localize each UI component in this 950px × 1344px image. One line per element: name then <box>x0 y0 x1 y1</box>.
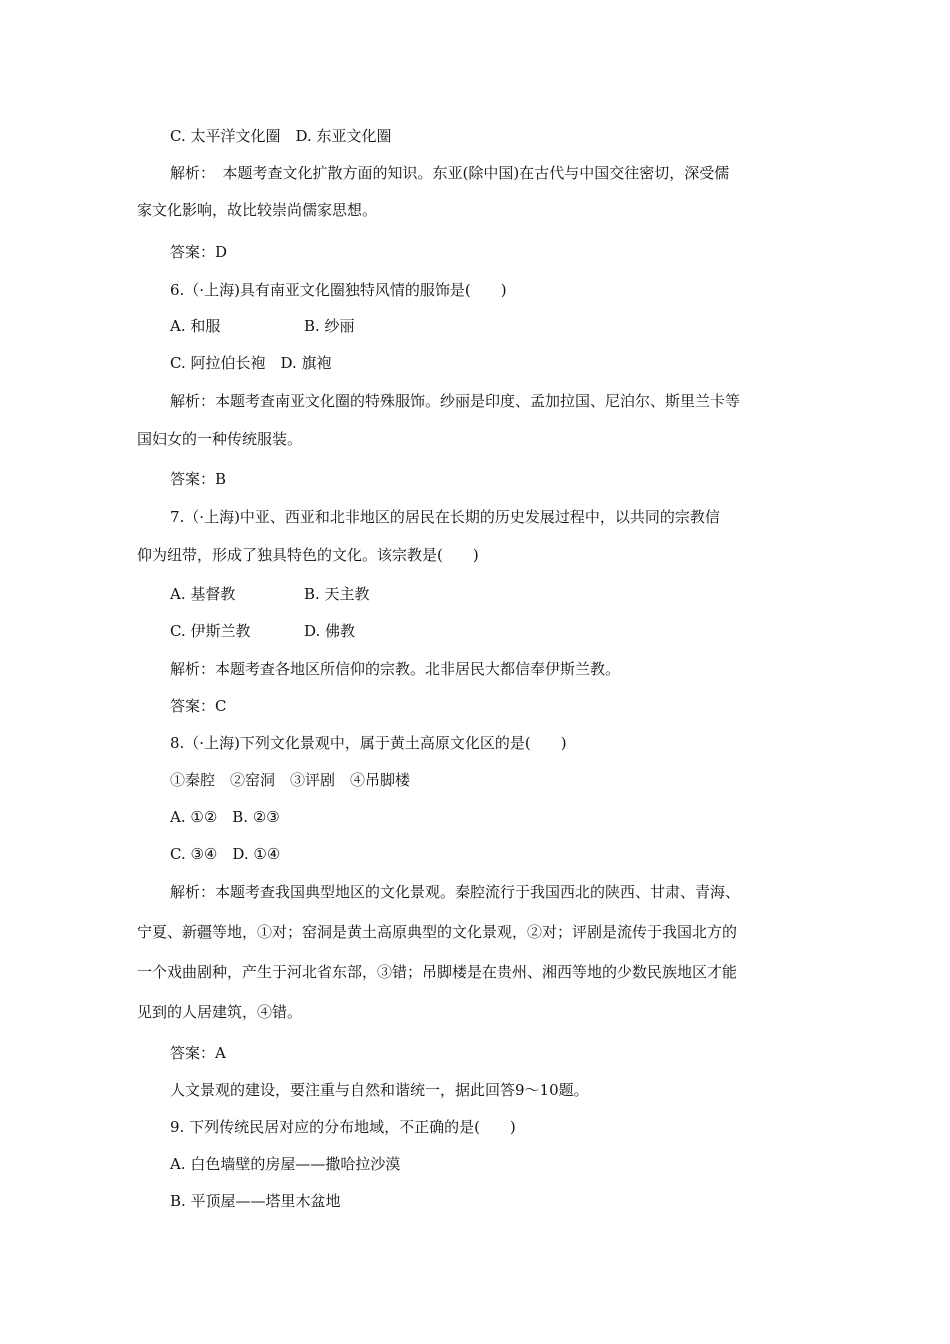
q5-answer: 答案：D <box>170 243 228 261</box>
q6-options-cd: C. 阿拉伯长袍 D. 旗袍 <box>170 354 332 372</box>
q7-analysis: 解析：本题考查各地区所信仰的宗教。北非居民大都信奉伊斯兰教。 <box>170 660 621 678</box>
q8-analysis-line-4: 见到的人居建筑，④错。 <box>137 1003 303 1021</box>
q8-stem: 8.（·上海)下列文化景观中，属于黄土高原文化区的是( ) <box>170 734 567 752</box>
q7-stem-line-1: 7.（·上海)中亚、西亚和北非地区的居民在长期的历史发展过程中，以共同的宗教信 <box>170 508 720 526</box>
q6-analysis-line-2: 国妇女的一种传统服装。 <box>137 430 303 448</box>
q7-option-a: A. 基督教 <box>170 585 236 603</box>
q7-stem-line-2: 仰为纽带，形成了独具特色的文化。该宗教是( ) <box>137 546 479 564</box>
q5-options-cd: C. 太平洋文化圈 D. 东亚文化圈 <box>170 127 392 145</box>
q8-options-cd: C. ③④ D. ①④ <box>170 845 281 863</box>
q6-option-b: B. 纱丽 <box>304 317 355 335</box>
q7-option-d: D. 佛教 <box>304 622 356 640</box>
q5-analysis-line-2: 家文化影响，故比较崇尚儒家思想。 <box>137 201 378 219</box>
q7-options-cd <box>170 621 355 641</box>
q5-analysis-line-1: 解析： 本题考查文化扩散方面的知识。东亚(除中国)在古代与中国交往密切，深受儒 <box>170 164 730 182</box>
q7-answer: 答案：C <box>170 697 227 715</box>
q9-stem: 9. 下列传统民居对应的分布地域，不正确的是( ) <box>170 1118 516 1136</box>
q7-option-c: C. 伊斯兰教 <box>170 622 251 640</box>
q8-items: ①秦腔 ②窑洞 ③评剧 ④吊脚楼 <box>170 771 411 789</box>
q6-option-a: A. 和服 <box>170 317 221 335</box>
q6-stem: 6.（·上海)具有南亚文化圈独特风情的服饰是( ) <box>170 281 507 299</box>
q6-options-ab <box>170 316 355 336</box>
q9-option-a: A. 白色墙壁的房屋——撒哈拉沙漠 <box>170 1155 401 1173</box>
q8-analysis-line-2: 宁夏、新疆等地，①对；窑洞是黄土高原典型的文化景观，②对；评剧是流传于我国北方的 <box>137 923 738 941</box>
q9-option-b: B. 平顶屋——塔里木盆地 <box>170 1192 341 1210</box>
q7-option-b: B. 天主教 <box>304 585 370 603</box>
q6-answer: 答案：B <box>170 470 227 488</box>
q8-analysis-line-1: 解析：本题考查我国典型地区的文化景观。秦腔流行于我国西北的陕西、甘肃、青海、 <box>170 883 741 901</box>
q9-10-intro: 人文景观的建设，要注重与自然和谐统一，据此回答9～10题。 <box>170 1081 589 1099</box>
q8-options-ab: A. ①② B. ②③ <box>170 808 280 826</box>
q6-analysis-line-1: 解析：本题考查南亚文化圈的特殊服饰。纱丽是印度、孟加拉国、尼泊尔、斯里兰卡等 <box>170 392 741 410</box>
q8-analysis-line-3: 一个戏曲剧种，产生于河北省东部，③错；吊脚楼是在贵州、湘西等地的少数民族地区才能 <box>137 963 738 981</box>
q7-options-ab <box>170 584 370 604</box>
q8-answer: 答案：A <box>170 1044 226 1062</box>
